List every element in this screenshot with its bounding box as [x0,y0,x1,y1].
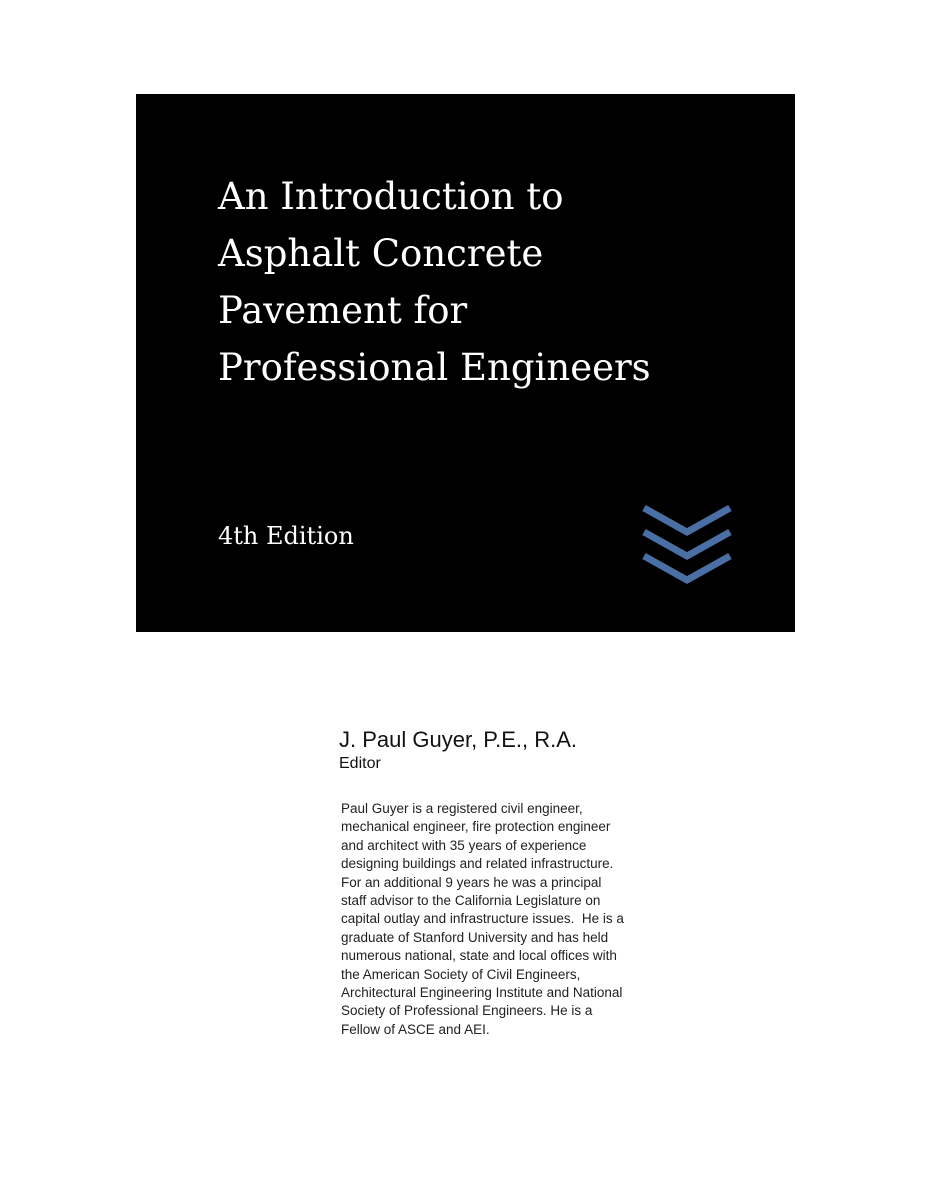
title-line: Asphalt Concrete [218,232,544,275]
triple-chevron-down-icon [641,502,733,588]
author-name: J. Paul Guyer, P.E., R.A. [339,727,578,752]
chevron-stroke [644,508,730,532]
bio-line: staff advisor to the California Legislature on [341,893,601,909]
bio-line: the American Society of Civil Engineers, [341,966,581,982]
title-line: An Introduction to [218,175,564,218]
book-title [218,168,778,396]
bio-line: numerous national, state and local offices with [341,948,617,964]
bio-line: capital outlay and infrastructure issues. He is a [341,911,624,927]
edition-label: 4th Edition [218,522,354,550]
bio-line: Paul Guyer is a registered civil engineer, [341,801,583,816]
bio-line: designing buildings and related infrastructure. [341,856,614,872]
bio-line: and architect with 35 years of experience [341,837,587,853]
bio-line: Fellow of ASCE and AEI. [341,1021,490,1037]
cover-panel [136,94,795,632]
author-block [339,726,719,774]
author-role: Editor [339,755,381,772]
bio-line: Architectural Engineering Institute and National [341,985,623,1001]
title-line: Professional Engineers [218,346,651,389]
author-bio [341,800,711,1039]
bio-line: For an additional 9 years he was a principal [341,874,602,890]
bio-line: graduate of Stanford University and has held [341,929,609,945]
title-line: Pavement for [218,289,468,332]
bio-line: mechanical engineer, fire protection engineer [341,819,611,835]
bio-line: Society of Professional Engineers. He is a [341,1003,593,1019]
